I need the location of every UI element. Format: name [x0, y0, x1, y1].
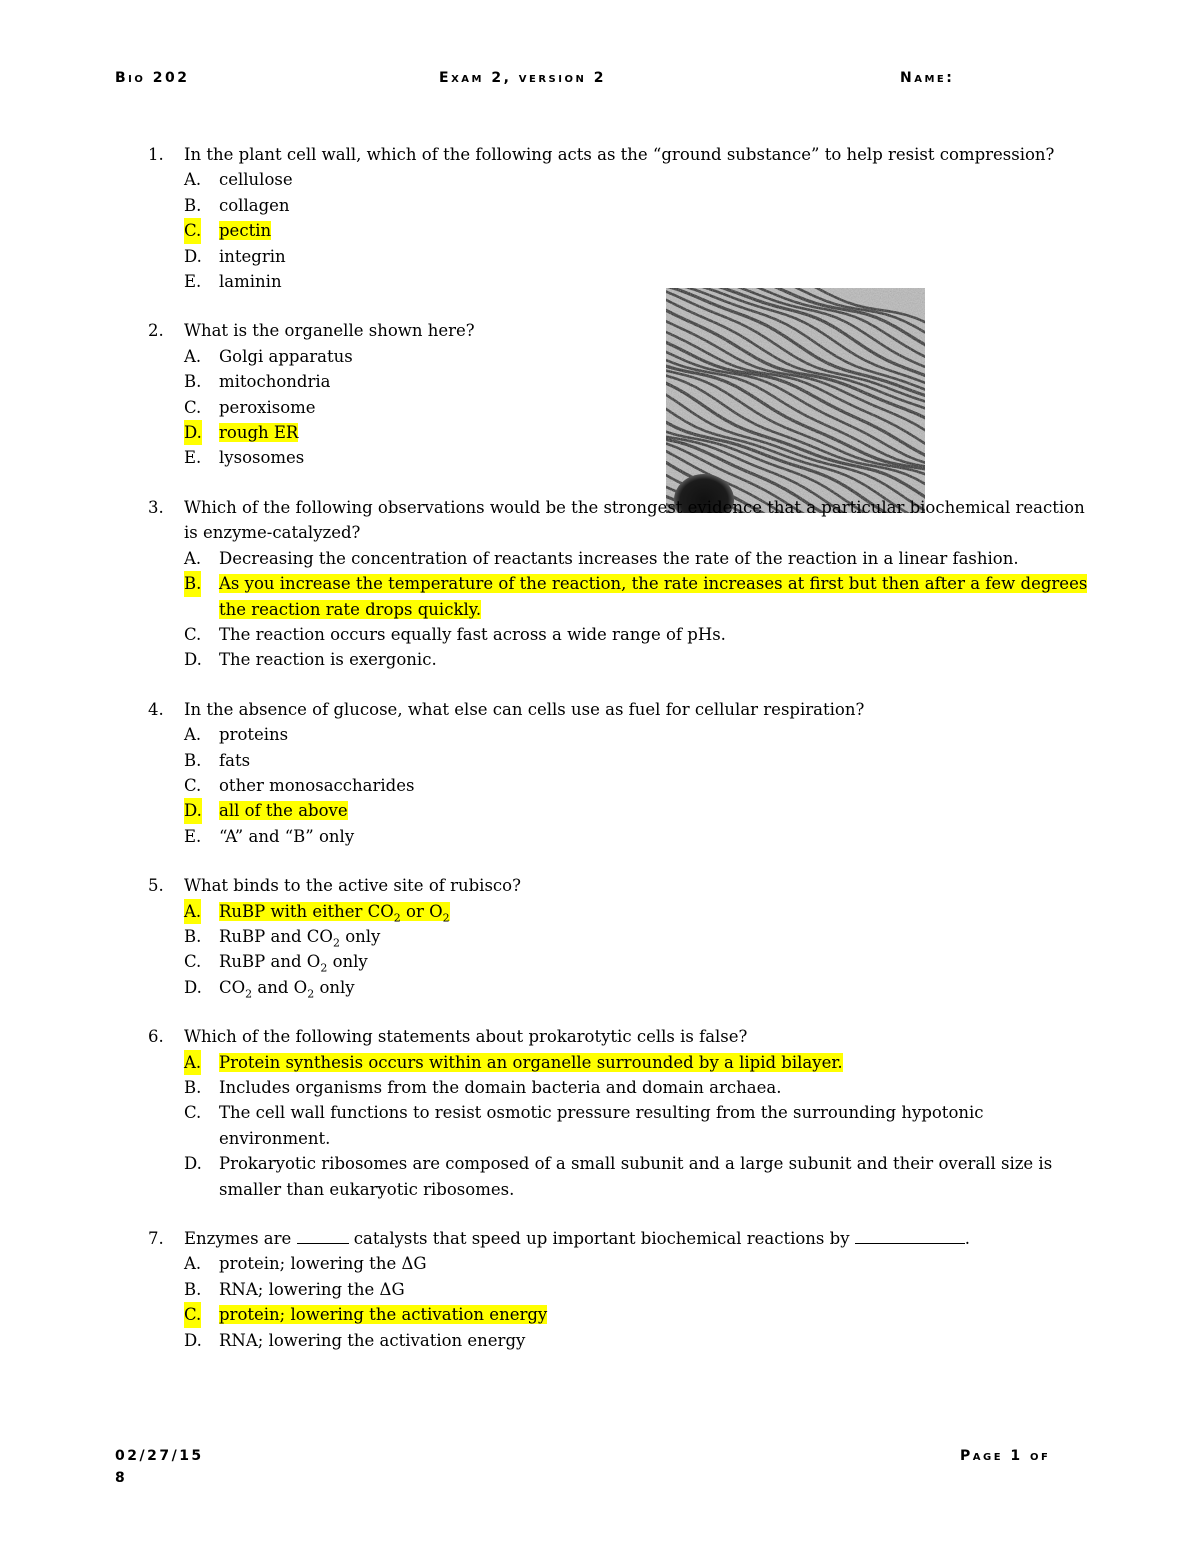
question-number: 2. — [148, 321, 164, 341]
answer-option-correct — [148, 571, 1098, 622]
option-letter: D. — [184, 1154, 202, 1174]
answer-options — [148, 722, 1098, 849]
answer-option-correct — [148, 1302, 1098, 1327]
subscript: 2 — [245, 987, 253, 1001]
option-letter: A. — [184, 899, 201, 924]
option-text: The reaction occurs equally fast across a wide range of pHs. — [219, 624, 726, 644]
question-list — [148, 142, 1098, 1377]
option-text-part: and O — [252, 977, 308, 997]
answer-options — [148, 1251, 1098, 1353]
option-text — [219, 926, 381, 950]
option-letter: A. — [184, 725, 202, 745]
answer-option-correct — [148, 1050, 1098, 1075]
option-text: RNA; lowering the activation energy — [219, 1330, 526, 1350]
option-letter: A. — [184, 346, 202, 366]
option-text: collagen — [219, 195, 290, 215]
option-text: protein; lowering the activation energy — [219, 1305, 548, 1325]
option-text-part: only — [327, 952, 368, 972]
answer-option — [148, 949, 1098, 974]
question-number: 6. — [148, 1027, 164, 1047]
option-letter: D. — [184, 246, 202, 266]
option-text-part: or O — [400, 901, 443, 921]
option-letter: C. — [184, 1103, 202, 1123]
subscript: 2 — [307, 987, 315, 1001]
subscript: 2 — [320, 961, 328, 975]
option-text: Includes organisms from the domain bacteria and domain archaea. — [219, 1078, 782, 1097]
question-4 — [148, 697, 1098, 849]
question-6 — [148, 1024, 1098, 1202]
answer-option — [148, 269, 1098, 294]
course-code: Bio 202 — [115, 70, 190, 86]
option-letter: A. — [184, 170, 202, 190]
question-prompt: What is the organelle shown here? — [184, 321, 475, 341]
option-text: integrin — [219, 246, 286, 266]
option-text-part: only — [339, 926, 381, 946]
option-text-part: RuBP and CO — [219, 926, 333, 946]
name-label: Name: — [900, 70, 955, 86]
option-letter: B. — [184, 926, 202, 946]
question-3 — [148, 495, 1098, 673]
option-letter: D. — [184, 977, 202, 997]
answer-option — [148, 1075, 1098, 1100]
footer-page-total: 8 — [115, 1470, 128, 1486]
answer-option — [148, 824, 1098, 849]
option-text: peroxisome — [219, 397, 316, 417]
option-letter: E. — [184, 272, 202, 292]
question-text — [148, 1226, 1098, 1251]
answer-option — [148, 167, 1098, 192]
fill-in-blank — [855, 1228, 965, 1244]
question-5 — [148, 873, 1098, 1000]
option-letter: C. — [184, 397, 202, 417]
answer-option — [148, 193, 1098, 218]
subscript: 2 — [393, 910, 401, 924]
question-number: 4. — [148, 699, 164, 719]
page-header — [115, 70, 1085, 94]
answer-option — [148, 1277, 1098, 1302]
option-text-part: RuBP and O — [219, 952, 321, 972]
answer-option-correct — [148, 899, 1098, 924]
option-letter: E. — [184, 826, 202, 846]
option-letter: D. — [184, 650, 202, 670]
answer-option — [148, 395, 1098, 420]
option-letter: C. — [184, 952, 202, 972]
question-text — [148, 142, 1098, 167]
option-text: The cell wall functions to resist osmotic pressure resulting from the surrounding hypotonic environment. — [219, 1103, 984, 1148]
answer-option — [148, 1251, 1098, 1276]
question-text-part: catalysts that speed up important biochemical reactions by — [348, 1229, 855, 1249]
option-letter: D. — [184, 1330, 202, 1350]
question-7 — [148, 1226, 1098, 1353]
option-text: “A” and “B” only — [219, 826, 355, 846]
answer-options — [148, 546, 1098, 673]
option-text — [219, 901, 450, 924]
question-prompt: Which of the following statements about prokarotytic cells is false? — [184, 1027, 748, 1047]
option-text: Decreasing the concentration of reactants increases the rate of the reaction in a linear fashion. — [219, 548, 1019, 568]
question-2 — [148, 318, 1098, 470]
option-text: rough ER — [219, 423, 299, 443]
option-text — [219, 977, 355, 1001]
option-letter: B. — [184, 1279, 202, 1299]
option-letter: B. — [184, 1078, 202, 1097]
option-text-part: RuBP with either CO — [219, 901, 394, 921]
answer-option-correct — [148, 798, 1098, 823]
option-text: protein; lowering the ΔG — [219, 1254, 427, 1274]
option-text: Prokaryotic ribosomes are composed of a small subunit and a large subunit and their overall size is smaller than eukaryotic ribosomes. — [219, 1154, 1053, 1199]
question-number: 7. — [148, 1229, 164, 1249]
answer-options — [148, 344, 1098, 471]
answer-option — [148, 722, 1098, 747]
answer-option — [148, 1328, 1098, 1353]
option-letter: C. — [184, 218, 201, 243]
answer-option — [148, 344, 1098, 369]
option-letter: B. — [184, 750, 202, 770]
question-text — [148, 495, 1098, 546]
option-text: other monosaccharides — [219, 775, 415, 795]
option-letter: B. — [184, 195, 202, 215]
answer-option — [148, 546, 1098, 571]
option-letter: A. — [184, 1254, 202, 1274]
option-letter: D. — [184, 420, 202, 445]
option-text: cellulose — [219, 170, 293, 190]
question-text-part: Enzymes are — [184, 1229, 297, 1249]
question-text — [148, 318, 1098, 343]
option-letter: B. — [184, 372, 202, 392]
question-number: 1. — [148, 145, 164, 164]
option-text: lysosomes — [219, 448, 305, 468]
fill-in-blank — [297, 1228, 349, 1244]
answer-option — [148, 1151, 1098, 1202]
question-prompt: Which of the following observations would be the strongest evidence that a particular biochemical reaction is enzyme-catalyzed? — [184, 497, 1085, 543]
option-letter: C. — [184, 1302, 201, 1327]
footer-date: 02/27/15 — [115, 1448, 204, 1464]
question-text — [148, 1024, 1098, 1049]
option-letter: E. — [184, 448, 202, 468]
option-text: all of the above — [219, 801, 348, 821]
option-text-part: CO — [219, 977, 246, 997]
answer-option — [148, 622, 1098, 647]
question-number: 5. — [148, 876, 164, 896]
answer-option — [148, 1100, 1098, 1151]
answer-option — [148, 924, 1098, 949]
option-letter: A. — [184, 1050, 201, 1075]
answer-option — [148, 647, 1098, 672]
answer-options — [148, 899, 1098, 1001]
answer-option — [148, 369, 1098, 394]
option-text: laminin — [219, 272, 282, 292]
subscript: 2 — [442, 910, 450, 924]
question-1 — [148, 142, 1098, 294]
option-text: fats — [219, 750, 251, 770]
question-prompt: In the plant cell wall, which of the following acts as the “ground substance” to help resist compression? — [184, 145, 1055, 164]
option-text: Golgi apparatus — [219, 346, 353, 366]
question-number: 3. — [148, 497, 164, 517]
question-prompt: In the absence of glucose, what else can cells use as fuel for cellular respiration? — [184, 699, 865, 719]
option-letter: B. — [184, 571, 201, 596]
footer-date-block — [115, 1445, 235, 1489]
question-text — [148, 697, 1098, 722]
answer-option-correct — [148, 218, 1098, 243]
answer-option — [148, 748, 1098, 773]
option-text-part: only — [314, 977, 355, 997]
option-letter: D. — [184, 798, 202, 823]
subscript: 2 — [332, 936, 340, 950]
answer-options — [148, 1050, 1098, 1202]
option-text: As you increase the temperature of the reaction, the rate increases at first but then after a few degrees the reaction rate drops quickly. — [219, 574, 1088, 619]
exam-title: Exam 2, version 2 — [439, 70, 606, 86]
footer-page-label: Page 1 of — [960, 1448, 1051, 1464]
option-text — [219, 952, 368, 975]
answer-option-correct — [148, 420, 1098, 445]
answer-option — [148, 445, 1098, 470]
option-letter: A. — [184, 548, 202, 568]
option-text: RNA; lowering the ΔG — [219, 1279, 405, 1299]
question-text — [148, 873, 1098, 898]
option-letter: C. — [184, 624, 202, 644]
question-text-part: . — [964, 1229, 971, 1249]
option-text: The reaction is exergonic. — [219, 650, 437, 670]
option-text: proteins — [219, 725, 289, 745]
answer-options — [148, 167, 1098, 294]
question-prompt: What binds to the active site of rubisco? — [184, 876, 521, 896]
option-text: pectin — [219, 221, 272, 241]
answer-option — [148, 773, 1098, 798]
answer-option — [148, 244, 1098, 269]
option-text: mitochondria — [219, 372, 331, 392]
answer-option — [148, 975, 1098, 1000]
option-text: Protein synthesis occurs within an organelle surrounded by a lipid bilayer. — [219, 1052, 843, 1072]
option-letter: C. — [184, 775, 202, 795]
